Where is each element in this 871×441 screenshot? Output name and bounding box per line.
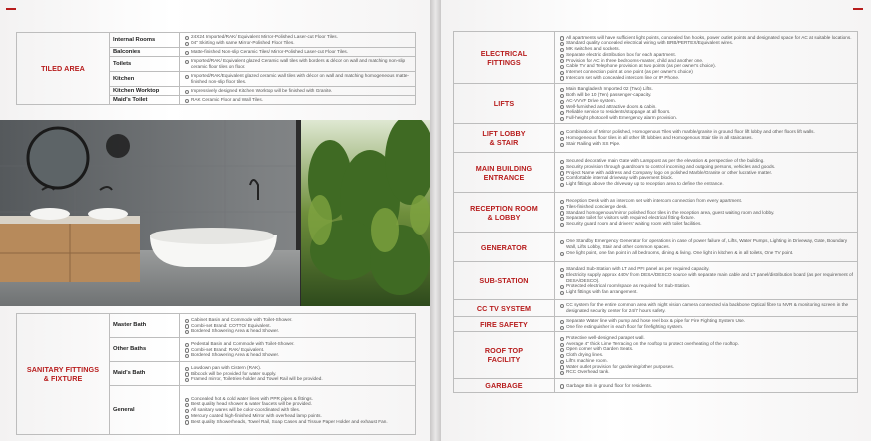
bullet-item: Internet connection point at one point (as per owner's choice)	[559, 69, 853, 75]
bullet-list	[184, 97, 411, 103]
bullet-item: Security provision through guardroom to control incoming and outgoing persons, vehicles and goods.	[559, 164, 853, 170]
corner-accent	[6, 8, 16, 10]
bullet-item: Separate electric distribution box for each apartment.	[559, 52, 853, 58]
row-label: General	[110, 386, 180, 435]
bullet-item: Matte-finished Non-slip Ceramic Tiles/ Mirror-Polished Laser-cut Floor Tiles.	[184, 49, 411, 55]
bullet-list	[184, 341, 411, 358]
section-title-line: & LOBBY	[487, 212, 521, 222]
bathroom-scene-illustration	[0, 120, 430, 306]
bullet-item: Main Bangladesh Imported 02 (Two) Lifts.	[559, 86, 853, 92]
bullet-item: Security guard room and drivers' waiting room with toilet facilities.	[559, 221, 853, 227]
bullet-item: CC system for the entire common area with night vision camera connected via backbone Optical fibre to NVR & monitoring screen in the designated security center for 24/7 hours safety.	[559, 302, 853, 313]
bullet-item: Best quality head shower & water faucets will be provided.	[184, 401, 411, 407]
spec-row	[454, 317, 858, 332]
bullet-list	[559, 383, 853, 389]
spec-row	[454, 332, 858, 379]
bullet-item: Imported/RAK/ Equivalent glazed Ceramic wall tiles with borders & décor on wall and matching non-slip ceramic floor tiles on floor.	[184, 58, 411, 69]
row-details	[180, 386, 416, 435]
bullet-list	[559, 129, 853, 146]
row-label: Balconies	[110, 48, 180, 57]
row-label: Maid's Bath	[110, 362, 180, 386]
bullet-item: Pedestal Basin and Commode with Toilet-Shower.	[184, 341, 411, 347]
row-label: Toilets	[110, 57, 180, 72]
bullet-item: All apartments will have sufficient light points, concealed fan hooks, power outlet points and designated space for AC at suitable locations.	[559, 35, 853, 41]
section-title	[454, 262, 555, 300]
spec-row	[17, 33, 416, 48]
section-title-line: TILED AREA	[41, 64, 85, 73]
section-title	[454, 379, 555, 393]
bullet-item: Open corner with Garden Seats.	[559, 346, 853, 352]
bullet-item: Homogeneous floor tiles in all other lift lobbies and Homogenous Stair tile in all staircases.	[559, 135, 853, 141]
bullet-item: Standard quality concealed electrical wiring with BRB/PERTEX/Equivalent wires.	[559, 40, 853, 46]
bullet-item: MK switches and sockets.	[559, 46, 853, 52]
section-title-line: ENTRANCE	[483, 172, 525, 182]
bullet-item: Light fittings above the driveway up to reception area to define the entrance.	[559, 181, 853, 187]
bullet-item: Separate Water line with pump and hose reel box & pipe for Fire Fighting System Use.	[559, 318, 853, 324]
bullet-list	[559, 86, 853, 120]
bullet-list	[184, 88, 411, 94]
bullet-item: Reliable service to residents/stoppage at all floors.	[559, 109, 853, 115]
bullet-item: Cabinet Basin and Commode with Toilet-Shower.	[184, 317, 411, 323]
bullet-item: Bordered Showering Area & head Shower.	[184, 328, 411, 334]
bullet-list	[559, 318, 853, 329]
section-title-line: & FIXTURE	[43, 374, 83, 383]
row-details	[555, 332, 858, 379]
bullet-item: Electricity supply approx 440V from DESA/DESCO source with separate main cable and LT panel/distribution board (as per requirement of DESA/DESCO).	[559, 272, 853, 283]
section-title-line: CC TV SYSTEM	[476, 303, 532, 313]
bullet-item: Standard Sub-Station with LT and PFI panel as per required capacity.	[559, 266, 853, 272]
row-details	[180, 314, 416, 338]
row-label: Kitchen Worktop	[110, 87, 180, 96]
section-title	[454, 193, 555, 233]
bullet-item: One Standby Emergency Generator for operations in case of power failure of, Lifts, Water Pumps, Lighting in Driveway, Gate, Boundary Wall, Lifts Lobby, Stair and other common spaces.	[559, 238, 853, 249]
spec-row	[454, 124, 858, 153]
section-title-line: GARBAGE	[485, 381, 523, 390]
bullet-list	[184, 34, 411, 45]
right-page	[441, 0, 871, 441]
bullet-item: Protective well-designed parapet wall.	[559, 335, 853, 341]
section-title	[454, 84, 555, 124]
bullet-list	[184, 396, 411, 425]
bullet-item: Intercom set with concealed intercom line or IP Phone.	[559, 75, 853, 81]
section-title-line: GENERATOR	[480, 242, 528, 252]
row-details	[555, 379, 858, 393]
spec-row	[454, 32, 858, 84]
bullet-item: Comfortable internal driveway with pavement block.	[559, 175, 853, 181]
section-title	[454, 233, 555, 262]
bullet-item: Combi-set Brand: RAK/ Equivalent.	[184, 347, 411, 353]
bullet-list	[559, 158, 853, 187]
section-title	[454, 153, 555, 193]
section-title-line: SUB-STATION	[479, 276, 529, 285]
tiled-area-table	[16, 32, 416, 105]
bullet-item: Bordered Showering Area & head Shower.	[184, 352, 411, 358]
section-title-line: FACILITY	[487, 355, 521, 364]
bullet-item: Concealed hot & cold water lines with PPR pipes & fittings.	[184, 396, 411, 402]
sanitary-fittings-table	[16, 313, 416, 435]
bullet-item: Combination of Mirror polished, Homogenous Tiles with marble/granite in ground floor lift lobby and other floors lift walls.	[559, 129, 853, 135]
bullet-list	[559, 302, 853, 313]
row-label: Maid's Toilet	[110, 96, 180, 105]
row-details	[180, 57, 416, 72]
bullet-item: AC-VVVF Drive system.	[559, 98, 853, 104]
row-details	[180, 362, 416, 386]
bullet-item: Well-furnished and attractive doors & cabin.	[559, 104, 853, 110]
bullet-item: Secured decorative main Gate with Lamppost as per the elevation & perspective of the building.	[559, 158, 853, 164]
bullet-list	[559, 335, 853, 375]
bullet-item: Protected electrical room/space as required for Sub-Station.	[559, 283, 853, 289]
bullet-item: Both will be 10 (Ten) passenger-capacity.	[559, 92, 853, 98]
section-title	[454, 32, 555, 84]
bullet-item: Bibcock will be provided for water supply.	[184, 371, 411, 377]
bullet-list	[184, 73, 411, 84]
row-label: Kitchen	[110, 72, 180, 87]
bullet-item: 24X24 Imported/RAK/ Equivalent Mirror-Polished Laser-cut Floor Tiles.	[184, 34, 411, 40]
bullet-item: Stair Railing with SS Pipe.	[559, 141, 853, 147]
section-title-line: RECEPTION ROOM	[470, 203, 538, 213]
page-gutter	[430, 0, 441, 441]
row-details	[180, 87, 416, 96]
row-details	[555, 84, 858, 124]
bullet-item: 04" Skirting with same Mirror-Polished Floor Tiles.	[184, 40, 411, 46]
spec-row	[454, 379, 858, 393]
bullet-item: Cloth drying lines.	[559, 352, 853, 358]
bullet-item: Water outlet provision for gardening/other purposes.	[559, 364, 853, 370]
row-details	[555, 32, 858, 84]
bullet-item: Lift's machine room.	[559, 358, 853, 364]
specifications-table	[453, 31, 858, 393]
bullet-list	[559, 238, 853, 255]
bullet-item: Light fittings with fan arrangement.	[559, 289, 853, 295]
bullet-item: Full-height photocell with Emergency alarm provision.	[559, 115, 853, 121]
bullet-item: RCC Overhead tank.	[559, 369, 853, 375]
bullet-item: Standard homogenous/mirror polished floor tiles in the reception area, guest waiting room and lobby.	[559, 210, 853, 216]
row-details	[180, 96, 416, 105]
section-title	[454, 300, 555, 317]
row-details	[555, 193, 858, 233]
bullet-item: Garbage Bin in ground floor for residents.	[559, 383, 853, 389]
section-title	[17, 314, 110, 435]
section-title-line: FIRE SAFETY	[480, 319, 528, 329]
section-title-line: & STAIR	[489, 138, 519, 147]
row-details	[180, 338, 416, 362]
bullet-list	[184, 58, 411, 69]
section-title-line: SANITARY FITTINGS	[26, 365, 100, 374]
bullet-item: RAK Ceramic Floor and Wall Tiles.	[184, 97, 411, 103]
bullet-item: Framed mirror, Toiletries-holder and Towel Rail will be provided.	[184, 376, 411, 382]
bullet-item: Impressively designed Kitchen Worktop will be finished with Granite.	[184, 88, 411, 94]
row-details	[180, 33, 416, 48]
section-title	[454, 332, 555, 379]
section-title-line: ROOF TOP	[484, 346, 524, 355]
row-details	[180, 72, 416, 87]
row-label: Internal Rooms	[110, 33, 180, 48]
spec-row	[17, 314, 416, 338]
section-title-line: LIFT LOBBY	[482, 129, 526, 138]
section-title	[454, 317, 555, 332]
bullet-item: Mercury coated high-finished Mirror with overhead lamp points.	[184, 413, 411, 419]
spec-row	[454, 153, 858, 193]
bullet-item: Best quality Showerheads, Towel Rail, Soap Cases and Tissue Paper Holder and exhaust Fan.	[184, 419, 411, 425]
row-details	[555, 300, 858, 317]
bullet-item: Cable TV and Telephone provision at two points (as per owner's choice).	[559, 63, 853, 69]
bullet-list	[559, 266, 853, 295]
section-title-line: LIFTS	[493, 99, 515, 108]
row-details	[555, 233, 858, 262]
section-title-line: FITTINGS	[487, 57, 521, 67]
bullet-item: Imported/RAK/Equivalent glazed ceramic wall tiles with décor on wall and matching homogeneous matte-finished non-slip floor tiles.	[184, 73, 411, 84]
row-details	[180, 48, 416, 57]
spec-row	[454, 300, 858, 317]
bullet-item: One light point, one fan point in all bedrooms, dining & living. One light in kitchen & in all toilets, One TV point.	[559, 250, 853, 256]
spec-row	[454, 84, 858, 124]
bullet-item: Average 4" thick Lime Terracing on the rooftop to protect overheating of the rooftop.	[559, 341, 853, 347]
bullet-list	[184, 317, 411, 334]
bullet-item: Project Name with address and Company logo on polished Marble/Granite or other lucrative matter.	[559, 170, 853, 176]
bullet-list	[184, 365, 411, 382]
spec-row	[454, 233, 858, 262]
bullet-item: One fire extinguisher in each floor for firefighting system.	[559, 324, 853, 330]
bullet-list	[184, 49, 411, 55]
row-label: Other Baths	[110, 338, 180, 362]
bullet-item: Provision for AC in three bedrooms-master, child and another one.	[559, 58, 853, 64]
left-page	[0, 0, 430, 441]
row-details	[555, 153, 858, 193]
bullet-item: Reception Desk with an intercom set with intercom connection from every apartment.	[559, 198, 853, 204]
row-details	[555, 262, 858, 300]
bathroom-photo	[0, 120, 430, 306]
section-title-line: ELECTRICAL	[480, 48, 528, 58]
bullet-item: Tiles-finished concierge desk.	[559, 204, 853, 210]
section-title	[454, 124, 555, 153]
bullet-item: Combi-set Brand: COTTO/ Equivalent.	[184, 323, 411, 329]
section-title	[17, 33, 110, 105]
bullet-item: Lowdown pan with Cistern (RAK).	[184, 365, 411, 371]
bullet-list	[559, 35, 853, 81]
spec-row	[454, 193, 858, 233]
spec-row	[454, 262, 858, 300]
bullet-list	[559, 198, 853, 227]
section-title-line: MAIN BUILDING	[475, 163, 533, 173]
row-details	[555, 317, 858, 332]
corner-accent	[853, 8, 863, 10]
row-label: Master Bath	[110, 314, 180, 338]
row-details	[555, 124, 858, 153]
bullet-item: Separate toilet for visitors with required electrical fitting-fixture.	[559, 215, 853, 221]
bullet-item: All sanitary wares will be color-coordinated with tiles.	[184, 407, 411, 413]
